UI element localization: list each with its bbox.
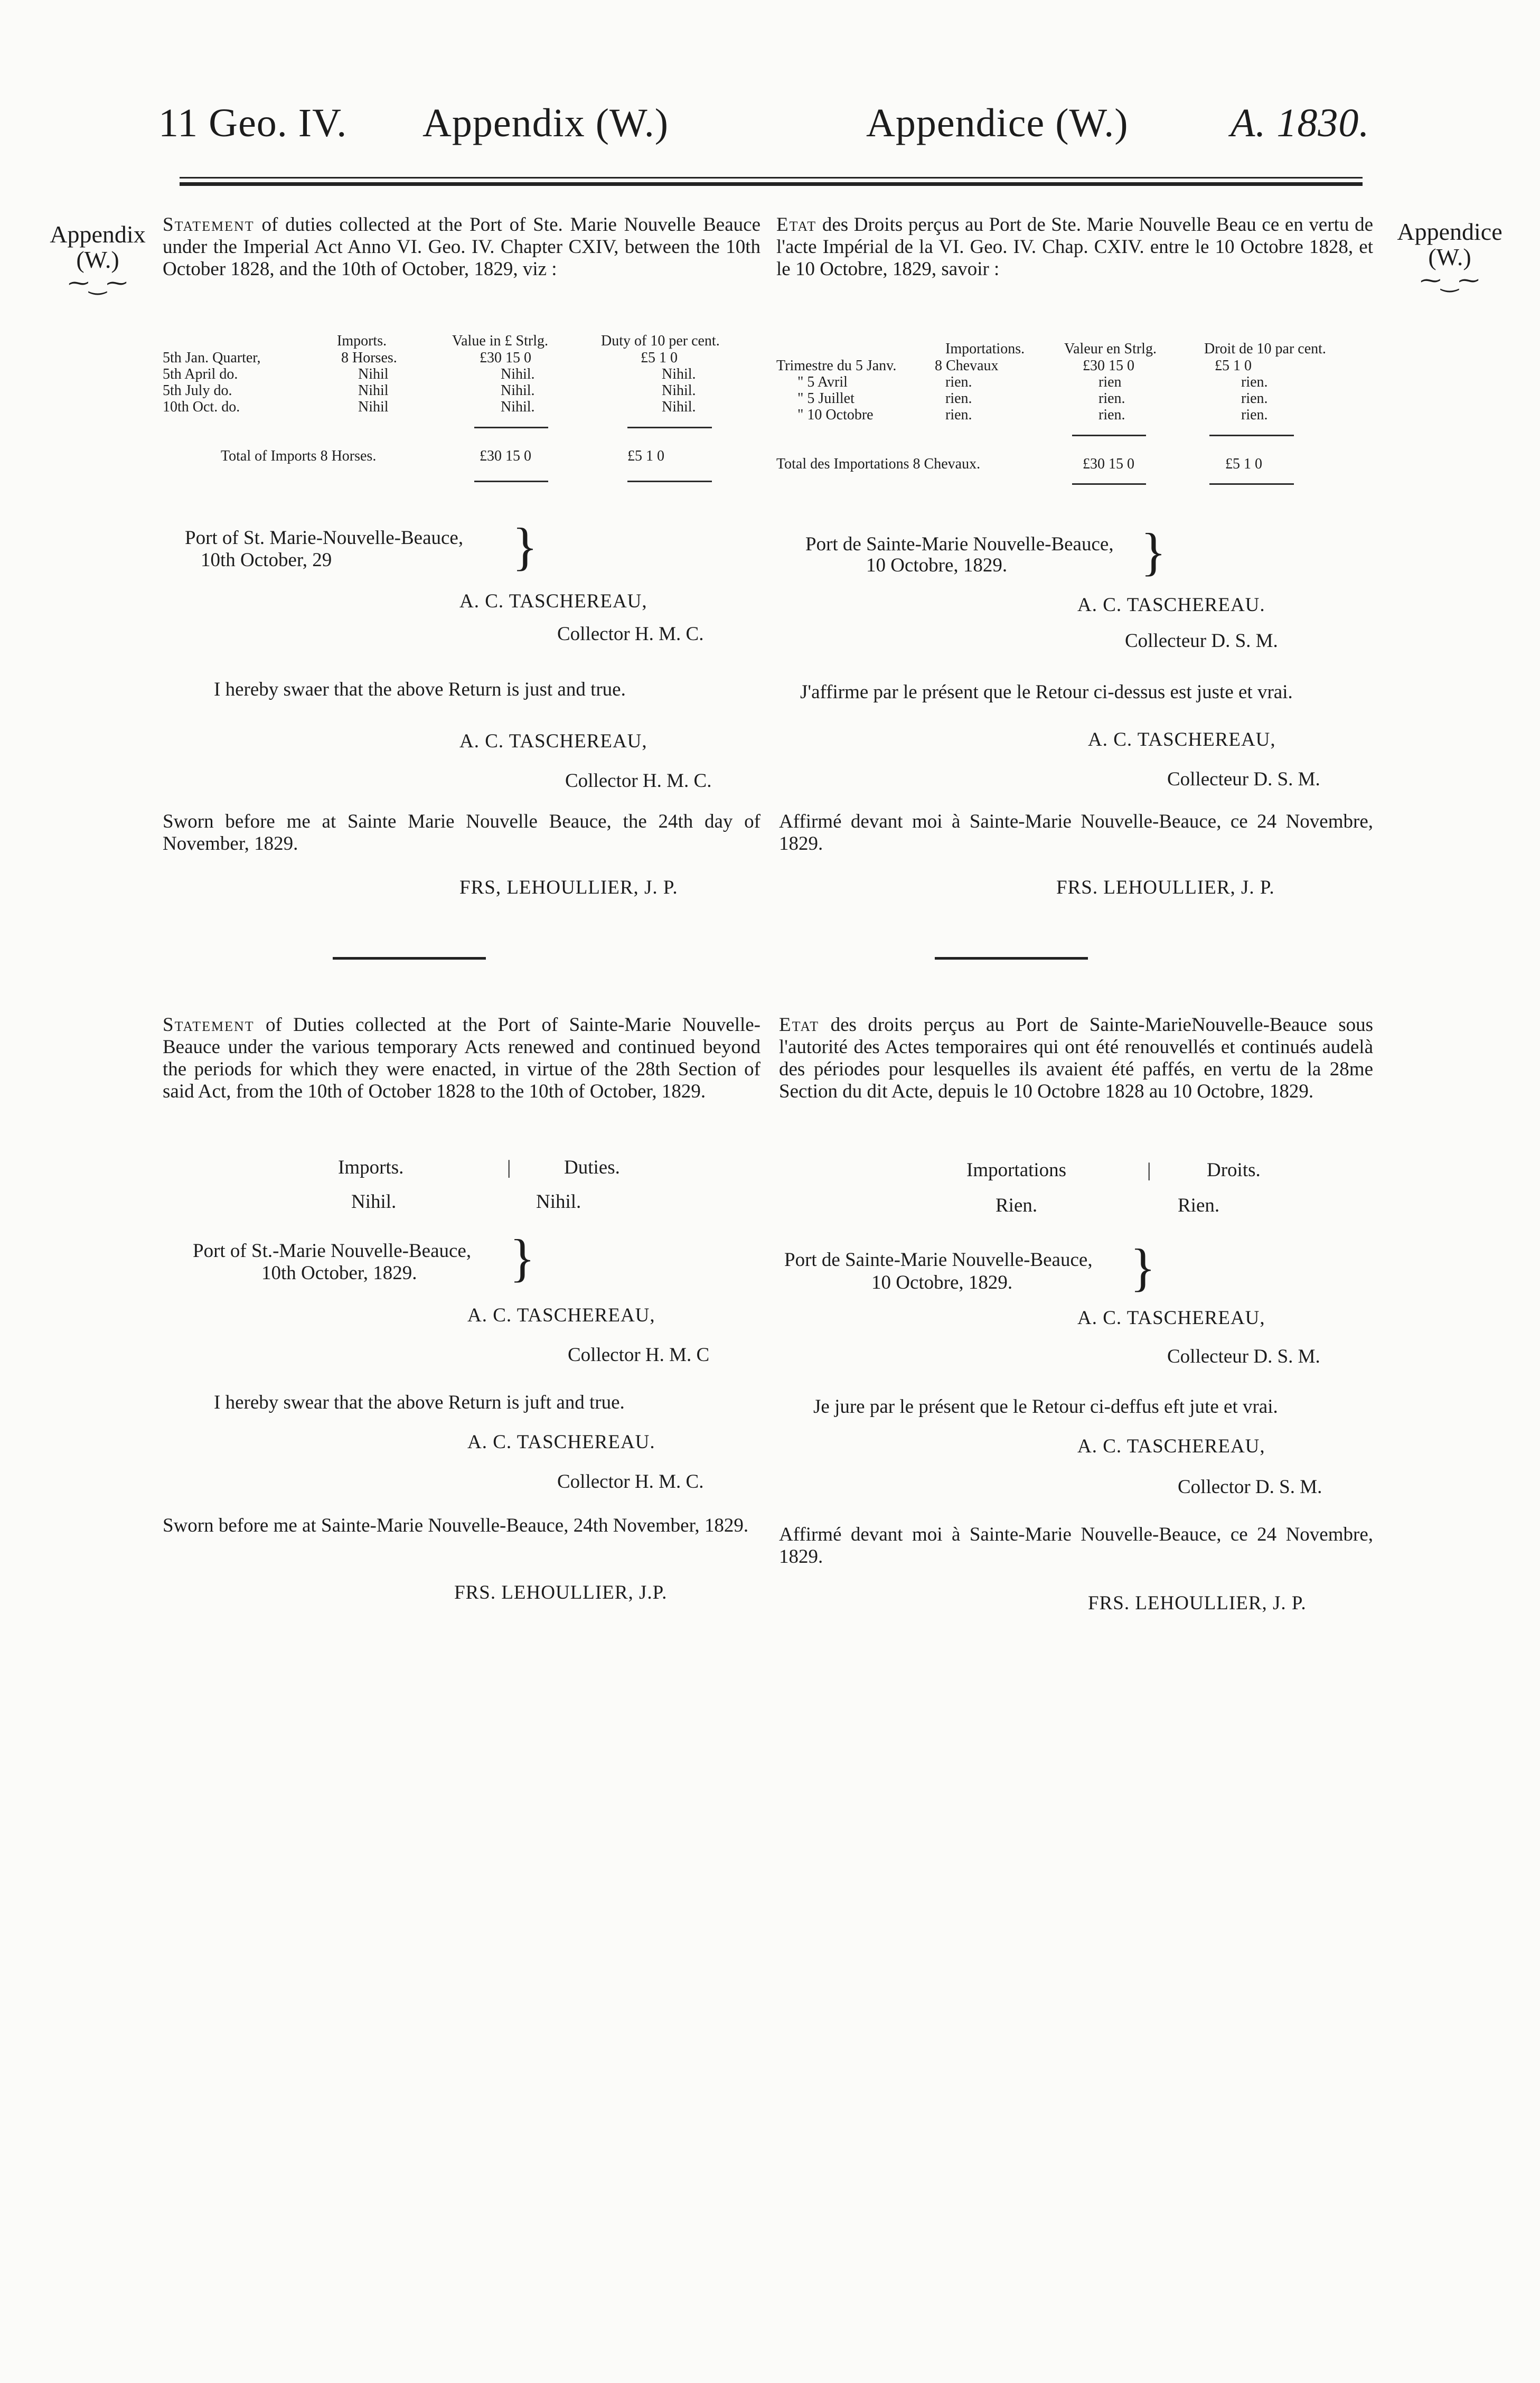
section-divider-fr [935, 957, 1088, 960]
statement-2-en: Statement of Duties collected at the Port of Sainte-Marie Nouvelle-Beauce under the various temporary Acts renewed and continued beyond the periods for which they were enacted, in virtue of the 28th Section of said Act, from the 10th of October 1828 to the 10th of October, 1829. [163, 1014, 761, 1102]
sum-rule [1209, 435, 1294, 436]
header-rule-top [180, 177, 1363, 179]
port-date: 10 Octobre, 1829. [871, 1272, 1013, 1293]
margin-note-right: Appendice (W.) ⁓‿⁓ [1378, 219, 1521, 291]
column-divider: | [507, 1157, 511, 1178]
signer-name: A. C. TASCHEREAU. [1077, 594, 1265, 616]
duties-table-en: Imports. Value in £ Strlg. Duty of 10 per cent. 5th Jan. Quarter, 8 Horses. £30 15 0 £5 1 0 5th April do. Nihil Nihil. Nihil. 5th July do. Nihil Nihil. Nihil. 10th Oct. do. Nihil Nihil. Nihil. Total of Imports 8 Horses. £30 15 0 £5 1 0 [163, 333, 760, 470]
port-name: Port de Sainte-Marie Nouvelle-Beauce, [805, 533, 1114, 555]
port-date: 10th October, 29 [201, 549, 332, 571]
sworn-text: Sworn before me at Sainte Marie Nouvelle Beauce, the 24th day of November, 1829. [163, 811, 760, 855]
duties-table-fr: Importations. Valeur en Strlg. Droit de 10 par cent. Trimestre du 5 Janv. 8 Chevaux £30 15 0 £5 1 0 " 5 Avril rien. rien rien. " 5 Juillet rien. rien. rien. " 10 Octobre rien. rien. rien. Total des Importations 8 Chevaux. £30 15 0 £5 1 0 [776, 341, 1373, 478]
justice-of-peace: FRS, LEHOULLIER, J. P. [459, 877, 678, 898]
brace-icon: } [512, 517, 538, 576]
signer-name: A. C. TASCHEREAU, [459, 590, 647, 612]
header-year: A. 1830. [1231, 101, 1370, 145]
droits-value: Rien. [1178, 1195, 1220, 1216]
signer-name: A. C. TASCHEREAU, [1077, 1307, 1265, 1329]
port-name: Port of St.-Marie Nouvelle-Beauce, [193, 1240, 472, 1262]
column-imports: Imports. [338, 1157, 404, 1178]
column-divider: | [1147, 1159, 1151, 1181]
signer-name: A. C. TASCHEREAU, [1088, 729, 1276, 750]
importations-value: Rien. [996, 1195, 1038, 1216]
signer-title: Collecteur D. S. M. [1167, 1346, 1320, 1367]
sum-rule [474, 427, 548, 428]
justice-of-peace: FRS. LEHOULLIER, J. P. [1088, 1592, 1307, 1614]
justice-of-peace: FRS. LEHOULLIER, J. P. [1056, 877, 1275, 898]
port-name: Port de Sainte-Marie Nouvelle-Beauce, [784, 1249, 1093, 1271]
sum-rule [1072, 435, 1146, 436]
signer-title: Collector H. M. C. [557, 623, 704, 645]
statement-1-en: Statement of duties collected at the Port of Ste. Marie Nouvelle Beauce under the Imperial Act Anno VI. Geo. IV. Chapter CXIV, between the 10th October 1828, and the 10th of October, 1829, viz : [163, 214, 761, 280]
port-name: Port of St. Marie-Nouvelle-Beauce, [185, 527, 464, 549]
section-divider-en [333, 957, 486, 960]
oath-text: I hereby swear that the above Return is juft and true. [214, 1392, 625, 1413]
statement-1-fr: Etat des Droits perçus au Port de Ste. Marie Nouvelle Beau ce en vertu de l'acte Impérial de la VI. Geo. IV. Chap. CXIV. entre le 10 Octobre 1828, et le 10 Octobre, 1829, savoir : [776, 214, 1373, 280]
total-rule [1209, 483, 1294, 485]
header-rule-bottom [180, 182, 1363, 186]
justice-of-peace: FRS. LEHOULLIER, J.P. [454, 1582, 668, 1603]
imports-value: Nihil. [351, 1191, 397, 1213]
brace-icon: } [1141, 522, 1166, 581]
port-date: 10 Octobre, 1829. [866, 555, 1008, 576]
header-appendix-en: Appendix (W.) [422, 101, 669, 145]
brace-icon: } [510, 1228, 535, 1287]
signer-title: Collecteur D. S. M. [1167, 768, 1320, 790]
swash-ornament-left: ⁓‿⁓ [68, 271, 128, 295]
oath-text: I hereby swaer that the above Return is just and true. [214, 679, 626, 700]
total-rule [627, 481, 712, 482]
sworn-text: Affirmé devant moi à Sainte-Marie Nouvelle-Beauce, ce 24 Novembre, 1829. [779, 1524, 1373, 1568]
column-importations: Importations [966, 1159, 1067, 1181]
signer-title: Collecteur D. S. M. [1125, 630, 1278, 652]
oath-text: Je jure par le présent que le Retour ci-deffus eft jute et vrai. [813, 1396, 1278, 1418]
sworn-text: Sworn before me at Sainte-Marie Nouvelle-Beauce, 24th November, 1829. [163, 1515, 749, 1536]
signer-name: A. C. TASCHEREAU, [1077, 1436, 1265, 1457]
signer-name: A. C. TASCHEREAU, [467, 1305, 655, 1326]
header-appendix-fr: Appendice (W.) [866, 101, 1129, 145]
column-duties: Duties. [564, 1157, 620, 1178]
brace-icon: } [1130, 1238, 1156, 1297]
sworn-text: Affirmé devant moi à Sainte-Marie Nouvelle-Beauce, ce 24 Novembre, 1829. [779, 811, 1373, 855]
duties-value: Nihil. [536, 1191, 581, 1213]
swash-ornament-right: ⁓‿⁓ [1420, 268, 1480, 292]
port-date: 10th October, 1829. [261, 1262, 417, 1284]
signer-title: Collector H. M. C. [557, 1471, 704, 1493]
oath-text: J'affirme par le présent que le Retour ci-dessus est juste et vrai. [800, 681, 1293, 703]
signer-title: Collector H. M. C. [565, 770, 712, 792]
signer-name: A. C. TASCHEREAU, [459, 730, 647, 752]
signer-title: Collector H. M. C [568, 1344, 710, 1366]
header-regnal-year: 11 Geo. IV. [158, 101, 348, 145]
total-rule [474, 481, 548, 482]
statement-2-fr: Etat des droits perçus au Port de Sainte-MarieNouvelle-Beauce sous l'autorité des Actes temporaires qui ont été renouvellés et continués audelà des périodes pour lesquelles ils avaient été paffés, en vertu de la 28me Section du dit Acte, depuis le 10 Octobre 1828 au 10 Octobre, 1829. [779, 1014, 1373, 1102]
signer-title: Collector D. S. M. [1178, 1476, 1322, 1498]
signer-name: A. C. TASCHEREAU. [467, 1431, 655, 1453]
sum-rule [627, 427, 712, 428]
total-rule [1072, 483, 1146, 485]
margin-note-left: Appendix (W.) ⁓‿⁓ [37, 222, 158, 294]
column-droits: Droits. [1207, 1159, 1261, 1181]
